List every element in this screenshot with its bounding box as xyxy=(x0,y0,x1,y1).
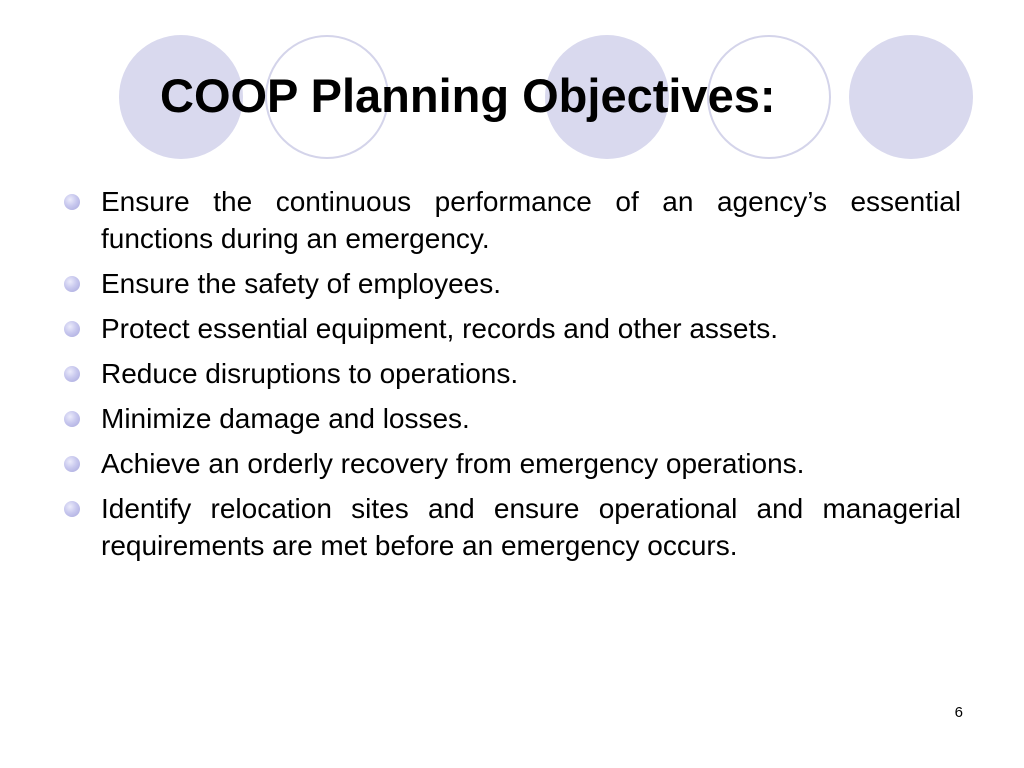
bullet-icon xyxy=(64,501,80,517)
bullet-icon xyxy=(64,411,80,427)
bullet-icon xyxy=(64,194,80,210)
list-item-text: Protect essential equipment, records and other assets. xyxy=(101,313,779,344)
list-item xyxy=(64,310,961,347)
list-item xyxy=(64,490,961,564)
list-item xyxy=(64,400,961,437)
list-item-text: Ensure the continuous performance of an agency’s essential functions during an emergency. xyxy=(101,186,961,254)
list-item xyxy=(64,265,961,302)
bullet-icon xyxy=(64,276,80,292)
list-item-text: Reduce disruptions to operations. xyxy=(101,358,519,389)
slide-number: 6 xyxy=(954,704,963,721)
list-item-text: Achieve an orderly recovery from emergency operations. xyxy=(101,448,805,479)
bullet-icon xyxy=(64,321,80,337)
decorative-circle-5 xyxy=(849,35,973,159)
list-item-text: Identify relocation sites and ensure operational and managerial requirements are met before an emergency occurs. xyxy=(101,493,961,561)
list-item xyxy=(64,445,961,482)
bullet-icon xyxy=(64,366,80,382)
list-item xyxy=(64,183,961,257)
bullet-icon xyxy=(64,456,80,472)
objectives-list xyxy=(64,183,961,572)
list-item-text: Ensure the safety of employees. xyxy=(101,268,501,299)
list-item xyxy=(64,355,961,392)
slide-title: COOP Planning Objectives: xyxy=(160,69,776,122)
list-item-text: Minimize damage and losses. xyxy=(101,403,470,434)
